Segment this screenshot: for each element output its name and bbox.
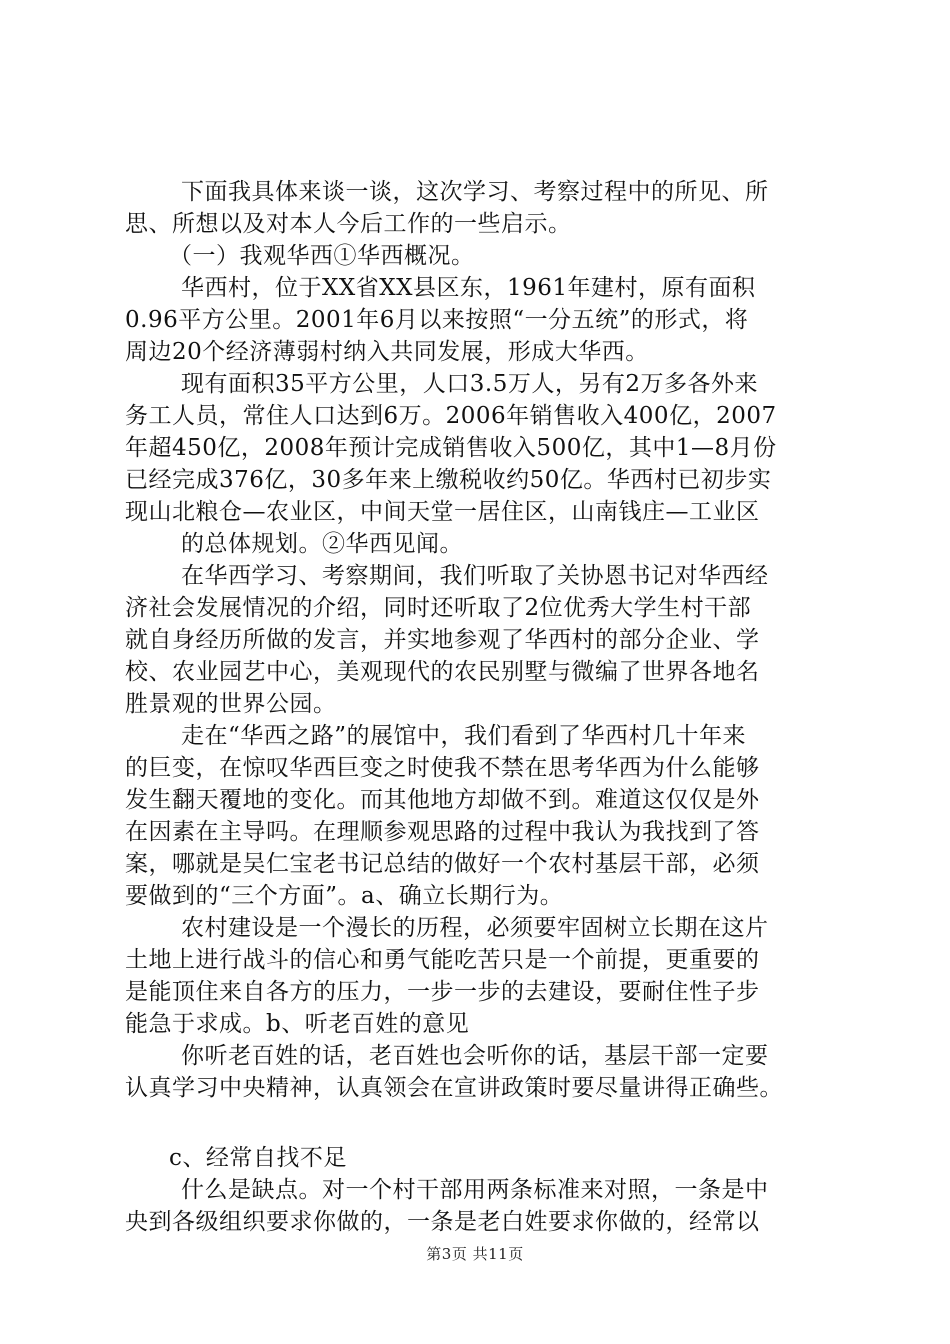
text-line: 央到各级组织要求你做的，一条是老白姓要求你做的，经常以: [125, 1209, 760, 1235]
text-line: 济社会发展情况的介绍，同时还听取了2位优秀大学生村干部: [125, 595, 752, 621]
text-line: 的巨变，在惊叹华西巨变之时使我不禁在思考华西为什么能够: [125, 755, 760, 781]
text-line: 已经完成376亿，30多年来上缴税收约50亿。华西村已初步实: [125, 467, 772, 493]
text-line: 就自身经历所做的发言，并实地参观了华西村的部分企业、学: [125, 627, 760, 653]
text-line: 周边20个经济薄弱村纳入共同发展，形成大华西。: [125, 339, 649, 365]
section-heading: （一）我观华西①华西概况。: [169, 243, 475, 269]
page-footer: 第3页 共11页: [426, 1245, 524, 1263]
text-line: 现有面积35平方公里，人口3.5万人，另有2万多各外来: [181, 371, 758, 397]
text-line: 什么是缺点。对一个村干部用两条标准来对照，一条是中: [181, 1177, 769, 1203]
text-line: 能急于求成。b、听老百姓的意见: [125, 1011, 470, 1037]
text-line: 土地上进行战斗的信心和勇气能吃苦只是一个前提，更重要的: [125, 947, 760, 973]
text-line: 走在“华西之路”的展馆中，我们看到了华西村几十年来: [181, 723, 747, 749]
text-line: 要做到的“三个方面”。a、确立长期行为。: [125, 883, 564, 909]
text-line: 华西村，位于XX省XX县区东，1961年建村，原有面积: [181, 275, 756, 301]
text-line: 思、所想以及对本人今后工作的一些启示。: [125, 211, 572, 237]
text-line: 现山北粮仓—农业区，中间天堂一居住区，山南钱庄—工业区: [125, 499, 760, 525]
text-line: 农村建设是一个漫长的历程，必须要牢固树立长期在这片: [181, 915, 769, 941]
text-line: 是能顶住来自各方的压力，一步一步的去建设，要耐住性子步: [125, 979, 760, 1005]
section-heading: c、经常自找不足: [169, 1145, 347, 1171]
text-line: 校、农业园艺中心，美观现代的农民别墅与微编了世界各地名: [125, 659, 760, 685]
text-line: 认真学习中央精神，认真领会在宣讲政策时要尽量讲得正确些。: [125, 1075, 783, 1101]
text-line: 年超450亿，2008年预计完成销售收入500亿，其中1—8月份: [125, 435, 777, 461]
text-line: 0.96平方公里。2001年6月以来按照“一分五统”的形式，将: [125, 307, 749, 333]
document-body: [125, 176, 847, 1238]
text-line: 胜景观的世界公园。: [125, 691, 337, 717]
text-line: 的总体规划。②华西见闻。: [181, 531, 463, 557]
text-line: 在华西学习、考察期间，我们听取了关协恩书记对华西经: [181, 563, 769, 589]
text-line: 发生翻天覆地的变化。而其他地方却做不到。难道这仅仅是外: [125, 787, 760, 813]
paragraph-gap: [125, 1104, 847, 1142]
text-line: 案，哪就是吴仁宝老书记总结的做好一个农村基层干部，必须: [125, 851, 760, 877]
text-line: 下面我具体来谈一谈，这次学习、考察过程中的所见、所: [181, 179, 769, 205]
text-line: 务工人员，常住人口达到6万。2006年销售收入400亿，2007: [125, 403, 777, 429]
text-line: 你听老百姓的话，老百姓也会听你的话，基层干部一定要: [181, 1043, 769, 1069]
text-line: 在因素在主导吗。在理顺参观思路的过程中我认为我找到了答: [125, 819, 760, 845]
